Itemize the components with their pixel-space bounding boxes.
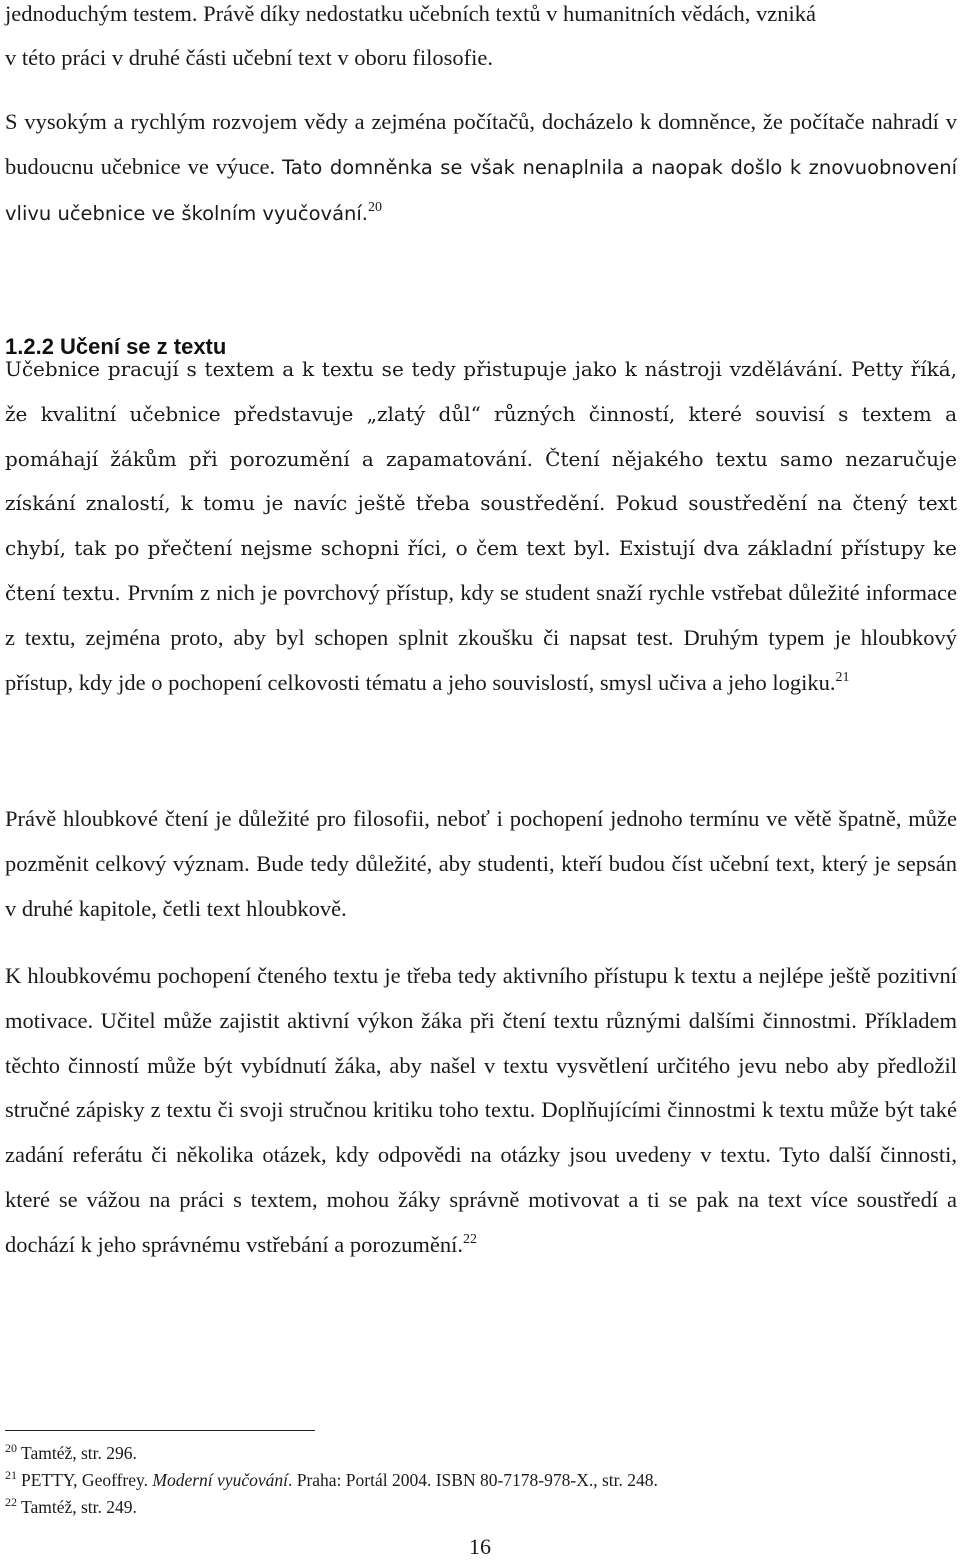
footnote-separator	[5, 1430, 315, 1431]
footnote-20-text: Tamtéž, str. 296.	[21, 1443, 137, 1463]
footnote-ref-20: 20	[368, 199, 382, 215]
section-heading: 1.2.2 Učení se z textu	[5, 334, 227, 359]
footnote-21-text-post: . Praha: Portál 2004. ISBN 80-7178-978-X., str. 248.	[287, 1470, 658, 1490]
paragraph-text-learning	[5, 347, 957, 705]
footnote-22-number: 22	[5, 1495, 17, 1509]
paragraph-deep-reading-text: Právě hloubkové čtení je důležité pro filosofii, neboť i pochopení jednoho termínu ve větě špatně, může pozměnit celkový význam. Bude tedy důležité, aby studenti, kteří budou číst učební text, který je sepsán v druhé kapitole, četli text hloubkově.	[5, 806, 957, 921]
footnotes	[5, 1440, 957, 1521]
paragraph-computers-text	[5, 100, 957, 236]
footnote-21-text-pre: PETTY, Geoffrey.	[21, 1470, 153, 1490]
paragraph-activities-text-main: K hloubkovému pochopení čteného textu je třeba tedy aktivního přístupu k textu a nejlépe ještě pozitivní motivace. Učitel může zajistit aktivní výkon žáka při čtení textu různými dalšími činnostmi. Příkladem těchto činností může být vybídnutí žáka, aby našel v textu vysvětlení určitého jevu nebo aby předložil stručné zápisky z textu či svoji stručnou kritiku toho textu. Doplňujícími činnostmi k textu může být také zadání referátu či několika otázek, kdy odpovědi na otázky jsou uvedeny v textu. Tyto další činnosti, které se vážou na práci s textem, mohou žáky správně motivovat a ti se pak na text více soustředí a dochází k jeho správnému vstřebání a porozumění.	[5, 963, 957, 1257]
footnote-21-number: 21	[5, 1468, 17, 1482]
paragraph-computers-text-a: S vysokým a rychlým rozvojem vědy a zejména počítačů, docházelo k domněnce, že počítače nahradí v budoucnu učebnice ve výuce.	[5, 109, 957, 179]
footnote-21-title: Moderní vyučování	[152, 1470, 288, 1490]
footnote-22-text: Tamtéž, str. 249.	[21, 1497, 137, 1517]
intro-line-2: v této práci v druhé části učební text v oboru filosofie.	[5, 45, 493, 70]
footnote-20-number: 20	[5, 1441, 17, 1455]
paragraph-computers	[5, 100, 957, 236]
intro-paragraph	[5, 0, 957, 81]
paragraph-activities-text	[5, 954, 957, 1268]
paragraph-text-learning-text	[5, 347, 957, 705]
paragraph-computers-text-b: Tato domněnka se však nenaplnila a naopak došlo k znovuobnovení vlivu učebnice ve školním vyučování.	[5, 155, 957, 225]
footnote-21	[5, 1467, 957, 1494]
paragraph-text-learning-text-a: Učebnice pracují s textem a k textu se tedy přistupuje jako k nástroji vzdělávání. Petty říká, že kvalitní učebnice představuje „zlatý důl“ různých činností, které souvisí s textem a pomáhají žákům při porozumění a zapamatování. Čtení nějakého textu samo nezaručuje získání znalostí, k tomu je navíc ještě třeba soustředění. Pokud soustředění na čtený text chybí, tak po přečtení nejsme schopni říci, o čem text byl. Existují dva základní přístupy ke čtení textu.	[5, 357, 957, 605]
footnote-ref-21: 21	[835, 669, 850, 685]
paragraph-activities	[5, 954, 957, 1268]
footnote-20	[5, 1440, 957, 1467]
intro-line-1: jednoduchým testem. Právě díky nedostatku učebních textů v humanitních vědách, vzniká	[5, 1, 817, 26]
page-number: 16	[469, 1534, 491, 1559]
footnote-ref-22: 22	[462, 1231, 477, 1247]
paragraph-text-learning-text-b: Prvním z nich je povrchový přístup, kdy se student snaží rychle vstřebat důležité informace z textu, zejména proto, aby byl schopen splnit zkoušku či napsat test. Druhým typem je hloubkový přístup, kdy jde o pochopení celkovosti tématu a jeho souvislostí, smysl učiva a jeho logiku.	[5, 579, 957, 695]
footnote-22	[5, 1494, 957, 1521]
paragraph-deep-reading	[5, 797, 957, 931]
